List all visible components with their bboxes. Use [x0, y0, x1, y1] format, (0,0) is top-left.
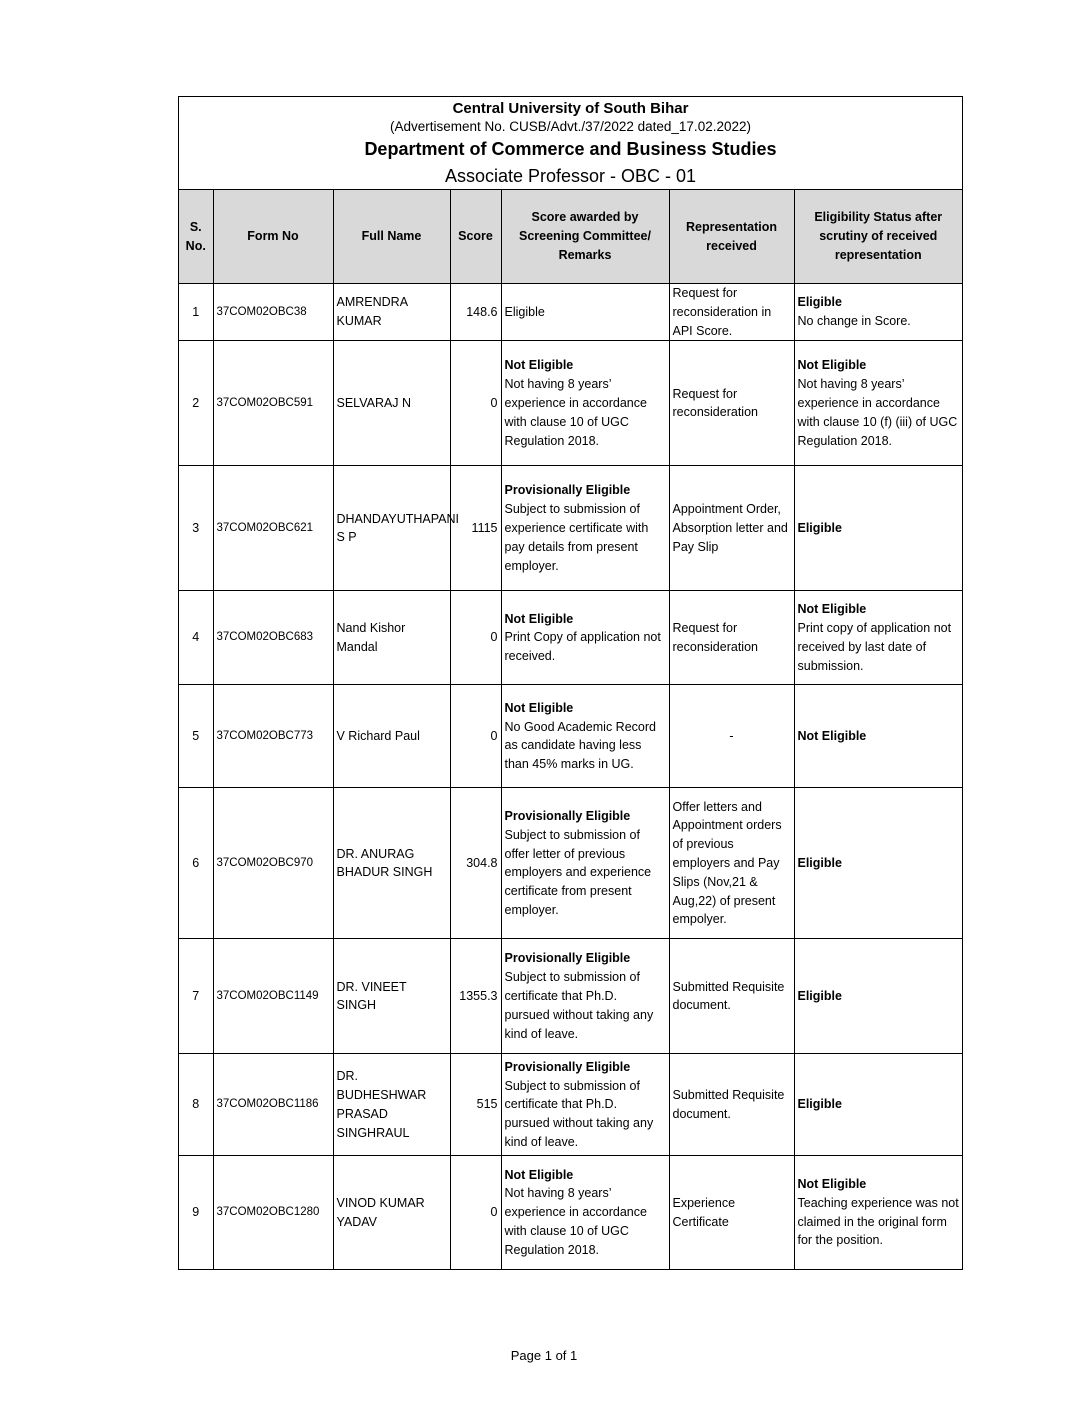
col-header-score: Score: [450, 190, 501, 284]
remark-detail: Print Copy of application not received.: [504, 630, 661, 664]
final-status: Not Eligible: [797, 1177, 867, 1192]
cell-sno: 1: [179, 284, 213, 341]
table-row: [179, 1054, 962, 1156]
col-header-remarks: Score awarded by Screening Committee/ Remarks: [501, 190, 669, 284]
col-header-sno: S. No.: [179, 190, 213, 284]
cell-score: 1115: [450, 466, 501, 591]
final-status: Eligible: [797, 988, 842, 1003]
table-row: [179, 466, 962, 591]
remark-detail: Subject to submission of offer letter of previous employers and experience certificate from present employer.: [504, 827, 652, 917]
cell-form-no: 37COM02OBC970: [213, 788, 333, 939]
col-header-status: Eligibility Status after scrutiny of received representation: [794, 190, 962, 284]
department-name: Department of Commerce and Business Studies: [364, 139, 777, 159]
cell-remarks: [501, 341, 669, 466]
cell-status: [794, 939, 962, 1054]
cell-full-name: DR. ANURAG BHADUR SINGH: [333, 788, 450, 939]
table-header-row: [179, 190, 962, 284]
cell-score: 304.8: [450, 788, 501, 939]
cell-representation: Request for reconsideration in API Score.: [669, 284, 794, 341]
remark-status: Provisionally Eligible: [504, 809, 631, 823]
post-title: Associate Professor - OBC - 01: [444, 166, 697, 186]
col-header-form-no: Form No: [213, 190, 333, 284]
cell-full-name: AMRENDRA KUMAR: [333, 284, 450, 341]
cell-sno: 8: [179, 1054, 213, 1156]
cell-form-no: 37COM02OBC1149: [213, 939, 333, 1054]
cell-remarks: [501, 788, 669, 939]
status-detail: Not having 8 years’ experience in accordance with clause 10 (f) (iii) of UGC Regulation 2018.: [797, 377, 958, 448]
remark-status: Provisionally Eligible: [504, 1059, 631, 1074]
remark-status: Not Eligible: [504, 700, 574, 715]
cell-status: [794, 591, 962, 685]
cell-representation: Request for reconsideration: [669, 591, 794, 685]
eligibility-table: [179, 190, 962, 1269]
document-sheet: [178, 96, 963, 1270]
status-detail: Print copy of application not received by last date of submission.: [797, 621, 952, 673]
cell-status: [794, 341, 962, 466]
cell-sno: 4: [179, 591, 213, 685]
cell-status: [794, 284, 962, 341]
table-row: [179, 341, 962, 466]
cell-status: [794, 466, 962, 591]
remark-detail: Eligible: [504, 304, 545, 319]
cell-remarks: [501, 591, 669, 685]
remark-detail: Not having 8 years’ experience in accordance with clause 10 of UGC Regulation 2018.: [504, 1186, 647, 1257]
cell-remarks: [501, 1054, 669, 1156]
col-header-representation: Representation received: [669, 190, 794, 284]
cell-score: 0: [450, 1156, 501, 1269]
final-status: Not Eligible: [797, 602, 867, 617]
final-status: Not Eligible: [797, 728, 867, 743]
cell-representation: -: [669, 685, 794, 788]
cell-form-no: 37COM02OBC38: [213, 284, 333, 341]
advertisement-line: (Advertisement No. CUSB/Advt./37/2022 dated_17.02.2022): [390, 119, 751, 134]
document-header: [179, 97, 962, 190]
table-row: [179, 788, 962, 939]
cell-representation: Appointment Order, Absorption letter and Pay Slip: [669, 466, 794, 591]
col-header-full-name: Full Name: [333, 190, 450, 284]
cell-score: 0: [450, 341, 501, 466]
page-number: Page 1 of 1: [510, 1348, 578, 1363]
remark-detail: Subject to submission of experience certificate with pay details from present employer.: [504, 502, 649, 573]
remark-status: Not Eligible: [504, 1167, 574, 1182]
cell-sno: 3: [179, 466, 213, 591]
cell-status: [794, 788, 962, 939]
remark-detail: Not having 8 years’ experience in accordance with clause 10 of UGC Regulation 2018.: [504, 377, 647, 448]
final-status: Eligible: [797, 855, 842, 870]
final-status: Not Eligible: [797, 358, 867, 373]
cell-full-name: SELVARAJ N: [333, 341, 450, 466]
cell-representation: Experience Certificate: [669, 1156, 794, 1269]
cell-full-name: DHANDAYUTHAPANI S P: [333, 466, 450, 591]
cell-remarks: [501, 685, 669, 788]
cell-status: [794, 685, 962, 788]
cell-status: [794, 1156, 962, 1269]
cell-form-no: 37COM02OBC1186: [213, 1054, 333, 1156]
table-row: [179, 939, 962, 1054]
cell-full-name: VINOD KUMAR YADAV: [333, 1156, 450, 1269]
cell-form-no: 37COM02OBC683: [213, 591, 333, 685]
cell-sno: 9: [179, 1156, 213, 1269]
remark-detail: No Good Academic Record as candidate having less than 45% marks in UG.: [504, 719, 656, 772]
cell-score: 148.6: [450, 284, 501, 341]
cell-sno: 7: [179, 939, 213, 1054]
cell-full-name: V Richard Paul: [333, 685, 450, 788]
cell-representation: Offer letters and Appointment orders of previous employers and Pay Slips (Nov,21 & Aug,22) of present empolyer.: [669, 788, 794, 939]
status-detail: Teaching experience was not claimed in the original form for the position.: [797, 1195, 959, 1248]
table-row: [179, 685, 962, 788]
cell-form-no: 37COM02OBC621: [213, 466, 333, 591]
remark-detail: Subject to submission of certificate that Ph.D. pursued without taking any kind of leave.: [504, 1078, 654, 1150]
final-status: Eligible: [797, 295, 842, 310]
cell-score: 0: [450, 591, 501, 685]
cell-full-name: DR. VINEET SINGH: [333, 939, 450, 1054]
cell-remarks: [501, 466, 669, 591]
remark-detail: Subject to submission of certificate that Ph.D. pursued without taking any kind of leave.: [504, 970, 654, 1041]
cell-score: 0: [450, 685, 501, 788]
cell-remarks: [501, 939, 669, 1054]
cell-form-no: 37COM02OBC591: [213, 341, 333, 466]
remark-status: Not Eligible: [504, 358, 574, 373]
final-status: Eligible: [797, 520, 842, 535]
cell-sno: 5: [179, 685, 213, 788]
university-name: Central University of South Bihar: [452, 100, 689, 117]
cell-full-name: Nand Kishor Mandal: [333, 591, 450, 685]
cell-status: [794, 1054, 962, 1156]
final-status: Eligible: [797, 1097, 842, 1112]
table-row: [179, 284, 962, 341]
remark-status: Provisionally Eligible: [504, 483, 631, 498]
cell-score: 1355.3: [450, 939, 501, 1054]
table-row: [179, 591, 962, 685]
remark-status: Not Eligible: [504, 611, 574, 626]
remark-status: Provisionally Eligible: [504, 951, 631, 966]
cell-form-no: 37COM02OBC773: [213, 685, 333, 788]
cell-representation: Submitted Requisite document.: [669, 939, 794, 1054]
cell-full-name: DR. BUDHESHWAR PRASAD SINGHRAUL: [333, 1054, 450, 1156]
cell-remarks: [501, 284, 669, 341]
table-body: [179, 284, 962, 1269]
cell-representation: Request for reconsideration: [669, 341, 794, 466]
cell-form-no: 37COM02OBC1280: [213, 1156, 333, 1269]
status-detail: No change in Score.: [797, 314, 911, 329]
cell-remarks: [501, 1156, 669, 1269]
table-row: [179, 1156, 962, 1269]
cell-representation: Submitted Requisite document.: [669, 1054, 794, 1156]
cell-score: 515: [450, 1054, 501, 1156]
cell-sno: 6: [179, 788, 213, 939]
cell-sno: 2: [179, 341, 213, 466]
